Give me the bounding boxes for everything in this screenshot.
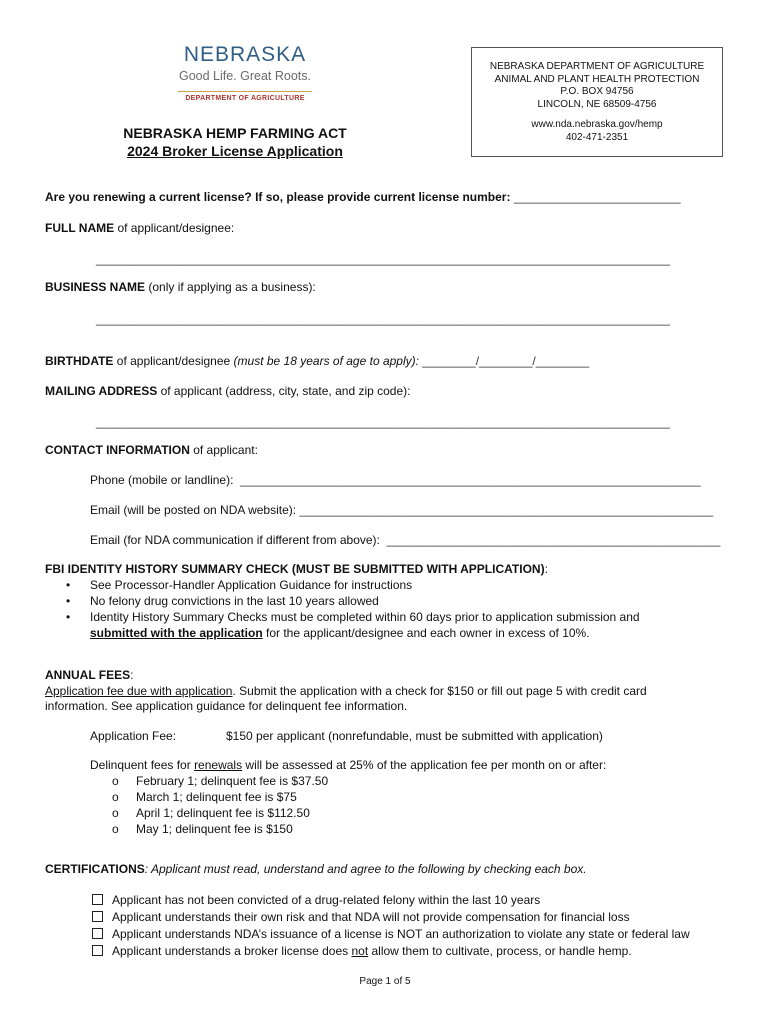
fees-intro-line1 — [45, 684, 647, 699]
logo-department: DEPARTMENT OF AGRICULTURE — [185, 95, 305, 102]
email2-field[interactable]: __________________________________________________ — [386, 533, 721, 547]
schedule-apr: April 1; delinquent fee is $112.50 — [136, 806, 310, 820]
birthdate-age-note: (must be 18 years of age to apply): — [233, 354, 419, 368]
address-line1: NEBRASKA DEPARTMENT OF AGRICULTURE — [489, 61, 705, 72]
business-name-heading: BUSINESS NAME — [45, 280, 146, 294]
certification-item — [92, 892, 690, 909]
full-name-field[interactable]: ______________________________________________________________________________________ — [96, 252, 670, 266]
list-item: • See Processor-Handler Application Guidance for instructions — [66, 578, 413, 592]
schedule-mar: March 1; delinquent fee is $75 — [136, 790, 297, 804]
fbi-heading-text: FBI IDENTITY HISTORY SUMMARY CHECK (MUST BE SUBMITTED WITH APPLICATION) — [45, 562, 545, 576]
address-line4: LINCOLN, NE 68509-4756 — [537, 98, 657, 110]
fbi-bullet-3-emphasis: submitted with the application — [90, 626, 263, 640]
fees-intro-rest: . Submit the application with a check for $150 or fill out page 5 with credit card — [232, 684, 647, 698]
contact-info-heading: CONTACT INFORMATION — [45, 443, 190, 457]
list-item: • No felony drug convictions in the last 10 years allowed — [66, 594, 379, 608]
fbi-bullet-1: See Processor-Handler Application Guidance for instructions — [90, 578, 413, 592]
business-name-label — [45, 280, 316, 295]
mailing-address-desc: of applicant (address, city, state, and zip code): — [157, 384, 411, 398]
birthdate-heading: BIRTHDATE — [45, 354, 114, 368]
fbi-heading — [45, 562, 548, 577]
logo-wordmark: NEBRASKA — [183, 43, 307, 66]
list-item: • Identity History Summary Checks must be completed within 60 days prior to application submission and — [66, 610, 640, 624]
logo-rule — [178, 91, 312, 92]
phone-field[interactable]: _____________________________________________________________________ — [240, 473, 701, 487]
fbi-bullet-2: No felony drug convictions in the last 10 years allowed — [90, 594, 379, 608]
page-number: Page 1 of 5 — [359, 976, 411, 987]
address-phone: 402-471-2351 — [565, 131, 629, 143]
address-line2: ANIMAL AND PLANT HEALTH PROTECTION — [494, 73, 700, 85]
checkbox[interactable] — [92, 928, 103, 939]
logo-tagline: Good Life. Great Roots. — [178, 69, 311, 83]
renewal-question-text: Are you renewing a current license? If so, please provide current license number: — [45, 190, 511, 204]
certification-1: Applicant has not been convicted of a drug-related felony within the last 10 years — [112, 893, 541, 907]
fees-intro-line2: information. See application guidance for delinquent fee information. — [45, 699, 408, 713]
certifications-heading-text: CERTIFICATIONS — [45, 862, 145, 876]
certification-item — [92, 926, 690, 943]
delinquent-renewals: renewals — [194, 758, 243, 772]
certification-item — [92, 943, 690, 960]
mailing-address-field[interactable]: ______________________________________________________________________________________ — [96, 415, 670, 429]
delinquent-post: will be assessed at 25% of the application fee per month on or after: — [242, 758, 607, 772]
certification-4-post: allow them to cultivate, process, or handle hemp. — [368, 944, 632, 958]
fbi-bullet-list — [66, 577, 640, 641]
mailing-address-heading: MAILING ADDRESS — [45, 384, 158, 398]
certification-4-pre: Applicant understands a broker license does — [112, 944, 352, 958]
list-item: o April 1; delinquent fee is $112.50 — [112, 806, 310, 820]
mailing-address-label — [45, 384, 410, 399]
fbi-bullet-3: Identity History Summary Checks must be completed within 60 days prior to application submission and — [90, 610, 640, 624]
delinquent-schedule — [112, 773, 328, 837]
renewal-question — [45, 190, 681, 205]
fbi-heading-colon: : — [544, 562, 548, 576]
title-line2: 2024 Broker License Application — [127, 143, 343, 159]
title-line1: NEBRASKA HEMP FARMING ACT — [123, 125, 347, 141]
fees-heading-text: ANNUAL FEES — [45, 668, 131, 682]
birthdate-desc: of applicant/designee — [113, 354, 234, 368]
certification-item — [92, 909, 690, 926]
certification-4-not: not — [351, 944, 369, 958]
email-field[interactable]: ______________________________________________________________ — [299, 503, 714, 517]
delinquent-fees-intro — [90, 758, 606, 773]
contact-info-label — [45, 443, 258, 458]
nda-logo — [170, 44, 320, 102]
certification-3: Applicant understands NDA’s issuance of a license is NOT an authorization to violate any state or federal law — [112, 927, 690, 941]
delinquent-pre: Delinquent fees for — [90, 758, 195, 772]
full-name-heading: FULL NAME — [45, 221, 115, 235]
phone-row — [90, 473, 701, 488]
phone-label: Phone (mobile or landline): — [90, 473, 234, 487]
application-fee-label: Application Fee: — [90, 729, 177, 743]
address-box — [471, 47, 723, 157]
full-name-desc: of applicant/designee: — [114, 221, 235, 235]
email-row — [90, 503, 713, 518]
checkbox[interactable] — [92, 911, 103, 922]
birthdate-field[interactable]: ________/________/________ — [418, 354, 590, 368]
contact-info-desc: of applicant: — [189, 443, 258, 457]
certifications-instruction: : Applicant must read, understand and agree to the following by checking each box. — [144, 862, 587, 876]
schedule-feb: February 1; delinquent fee is $37.50 — [136, 774, 329, 788]
list-item-continued — [66, 625, 640, 641]
full-name-label — [45, 221, 234, 236]
birthdate-label — [45, 354, 589, 369]
checkbox[interactable] — [92, 894, 103, 905]
fees-heading-colon: : — [130, 668, 134, 682]
email-label: Email (will be posted on NDA website): — [90, 503, 297, 517]
checkbox[interactable] — [92, 945, 103, 956]
certification-list — [92, 892, 690, 960]
fbi-bullet-3-rest: for the applicant/designee and each owner in excess of 10%. — [262, 626, 590, 640]
business-name-desc: (only if applying as a business): — [145, 280, 316, 294]
email2-row — [90, 533, 720, 548]
address-website[interactable]: www.nda.nebraska.gov/hemp — [531, 119, 663, 130]
address-line3: P.O. BOX 94756 — [560, 86, 634, 97]
business-name-field[interactable]: ______________________________________________________________________________________ — [96, 312, 670, 326]
license-number-field[interactable]: _________________________ — [513, 190, 681, 204]
application-fee-value: $150 per applicant (nonrefundable, must be submitted with application) — [226, 729, 603, 743]
list-item: o March 1; delinquent fee is $75 — [112, 790, 297, 804]
list-item: o February 1; delinquent fee is $37.50 — [112, 774, 329, 788]
document-title — [90, 124, 380, 160]
email2-label: Email (for NDA communication if different from above): — [90, 533, 380, 547]
certification-2: Applicant understands their own risk and that NDA will not provide compensation for financial loss — [112, 910, 630, 924]
schedule-may: May 1; delinquent fee is $150 — [136, 822, 293, 836]
list-item: o May 1; delinquent fee is $150 — [112, 822, 293, 836]
certifications-heading — [45, 862, 587, 877]
fees-intro-emphasis: Application fee due with application — [45, 684, 233, 698]
fees-heading — [45, 668, 133, 683]
